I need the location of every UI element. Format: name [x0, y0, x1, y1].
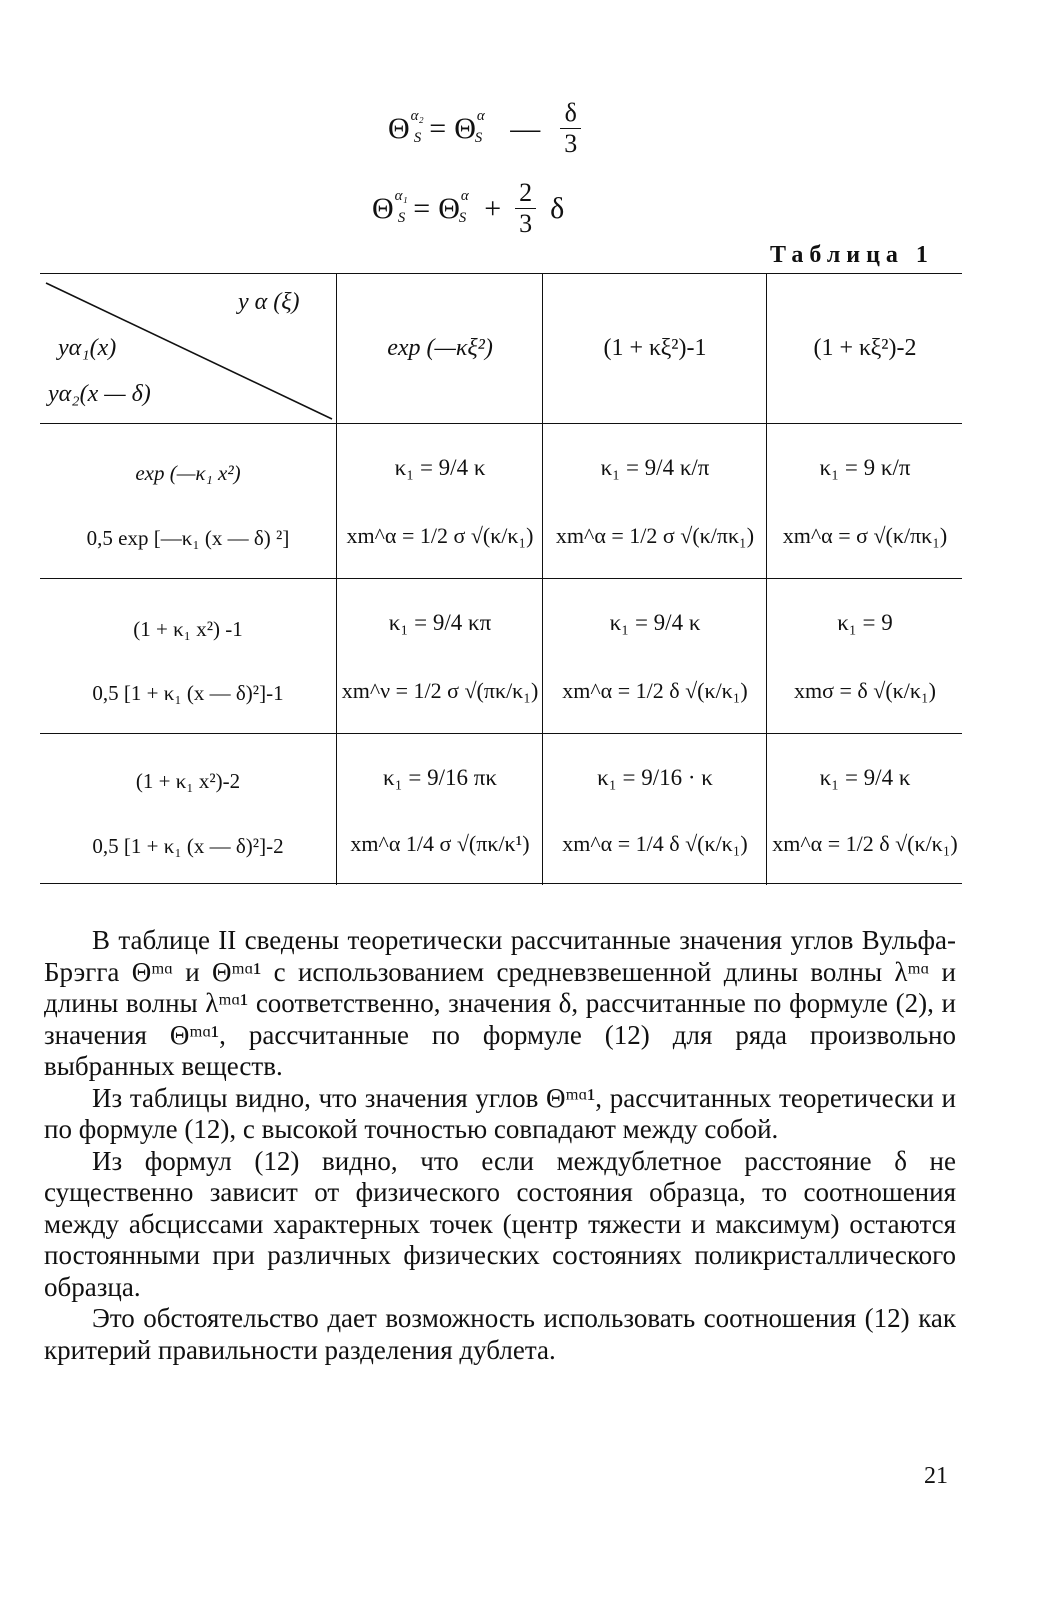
column-header-2: (1 + κξ²)-1: [603, 334, 707, 361]
denominator: 3: [560, 128, 581, 157]
row-2-label-1: (1 + κ₁ x²) -1: [133, 616, 243, 641]
row-2-col-3-x: xmσ = δ √(κ/κ₁): [794, 678, 936, 703]
row-3-label-1: (1 + κ₁ x²)-2: [135, 768, 241, 793]
row-2-label-2: 0,5 [1 + κ₁ (x — δ)²]-1: [92, 680, 284, 705]
row-3-col-2-x: xm^α = 1/4 δ √(κ/κ₁): [562, 831, 748, 856]
superscript: α: [476, 108, 485, 124]
column-header-1: exp (—κξ²): [387, 334, 493, 361]
table-caption: Таблица 1: [770, 242, 934, 268]
fraction: [560, 100, 581, 157]
row-1-col-3-kappa: κ₁ = 9 κ/π: [819, 455, 911, 480]
formula-table: [40, 273, 962, 885]
numerator: δ: [564, 98, 577, 127]
operator: —: [510, 111, 541, 145]
paragraph-3: Из формул (12) видно, что если междублетное расстояние δ не существенно зависит от физического состояния образца, то соотношения между абсциссами характерных точек (центр тяжести и максимум) остаются постоянными при различных физических состояниях поликристаллического образца.: [44, 1145, 956, 1302]
formula-line-2: [372, 180, 564, 237]
table-column-rule: [766, 273, 767, 885]
equals-sign: =: [413, 191, 431, 225]
row-2-col-2-kappa: κ₁ = 9/4 κ: [609, 610, 701, 635]
paragraph-1: В таблице II сведены теоретически рассчитанные значения углов Вульфа-Брэгга Θᵐᵅ и Θᵐᵅ¹ с использованием средневзвешенной длины волны λᵐᵅ и длины волны λᵐᵅ¹ соответственно, значения δ, рассчитанные по формуле (2), и значения Θᵐᵅ¹, рассчитанные по формуле (12) для ряда произвольно выбранных веществ.: [44, 925, 956, 1081]
paragraph-2: Из таблицы видно, что значения углов Θᵐᵅ¹, рассчитанных теоретически и по формуле (12), с высокой точностью совпадают между собой.: [44, 1082, 956, 1144]
row-3-col-3-x: xm^α = 1/2 δ √(κ/κ₁): [772, 831, 958, 856]
row-3-col-3-kappa: κ₁ = 9/4 κ: [819, 765, 911, 790]
theta-symbol: Θ: [454, 111, 476, 145]
row-1-col-2-kappa: κ₁ = 9/4 κ/π: [600, 455, 710, 480]
row-2-col-1-kappa: κ₁ = 9/4 κπ: [388, 610, 492, 635]
column-header-3: (1 + κξ²)-2: [813, 334, 917, 361]
page-number: 21: [924, 1463, 948, 1489]
table-rule: [40, 578, 962, 579]
theta-symbol: Θ: [388, 111, 410, 145]
row-1-col-1-kappa: κ₁ = 9/4 κ: [394, 455, 486, 480]
formula-line-1: [388, 100, 587, 157]
body-text: [44, 925, 956, 1366]
corner-label-bottom: yα₂(x — δ): [48, 381, 151, 407]
corner-label-mid: yα₁(x): [58, 335, 117, 361]
subscript: S: [413, 130, 422, 146]
row-3-col-1-x: xm^α 1/4 σ √(πκ/κ¹): [350, 831, 530, 856]
row-1-label-1: exp (—κ₁ x²): [135, 460, 241, 485]
row-2-col-3-kappa: κ₁ = 9: [837, 610, 893, 635]
row-2-col-1-x: xm^ν = 1/2 σ √(πκ/κ₁): [341, 678, 539, 703]
fraction: [515, 180, 536, 237]
theta-symbol: Θ: [438, 191, 460, 225]
subscript: S: [397, 210, 406, 226]
row-1-col-3-x: xm^α = σ √(κ/πκ₁): [782, 523, 948, 548]
superscript: α₁: [394, 188, 408, 204]
row-1-col-2-x: xm^α = 1/2 σ √(κ/πκ₁): [555, 523, 755, 548]
table-rule-bottom: [40, 883, 962, 884]
subscript: S: [474, 130, 483, 146]
equals-sign: =: [429, 111, 447, 145]
row-1-label-2: 0,5 exp [—κ₁ (x — δ) ²]: [86, 525, 290, 550]
row-3-col-1-kappa: κ₁ = 9/16 πκ: [383, 765, 497, 790]
subscript: S: [458, 210, 467, 226]
operator: +: [484, 191, 502, 225]
theta-symbol: Θ: [372, 191, 394, 225]
row-3-col-2-kappa: κ₁ = 9/16 · κ: [597, 765, 713, 790]
row-1-col-1-x: xm^α = 1/2 σ √(κ/κ₁): [346, 523, 534, 548]
superscript: α₂: [410, 108, 424, 124]
denominator: 3: [515, 208, 536, 237]
table-rule: [40, 733, 962, 734]
superscript: α: [460, 188, 469, 204]
row-3-label-2: 0,5 [1 + κ₁ (x — δ)²]-2: [92, 833, 284, 858]
numerator: 2: [519, 178, 533, 207]
row-2-col-2-x: xm^α = 1/2 δ √(κ/κ₁): [562, 678, 748, 703]
paragraph-4: Это обстоятельство дает возможность использовать соотношения (12) как критерий правильности разделения дублета.: [44, 1303, 956, 1365]
corner-label-top: y α (ξ): [238, 289, 300, 315]
table-column-rule: [542, 273, 543, 885]
delta-symbol: δ: [550, 191, 565, 225]
